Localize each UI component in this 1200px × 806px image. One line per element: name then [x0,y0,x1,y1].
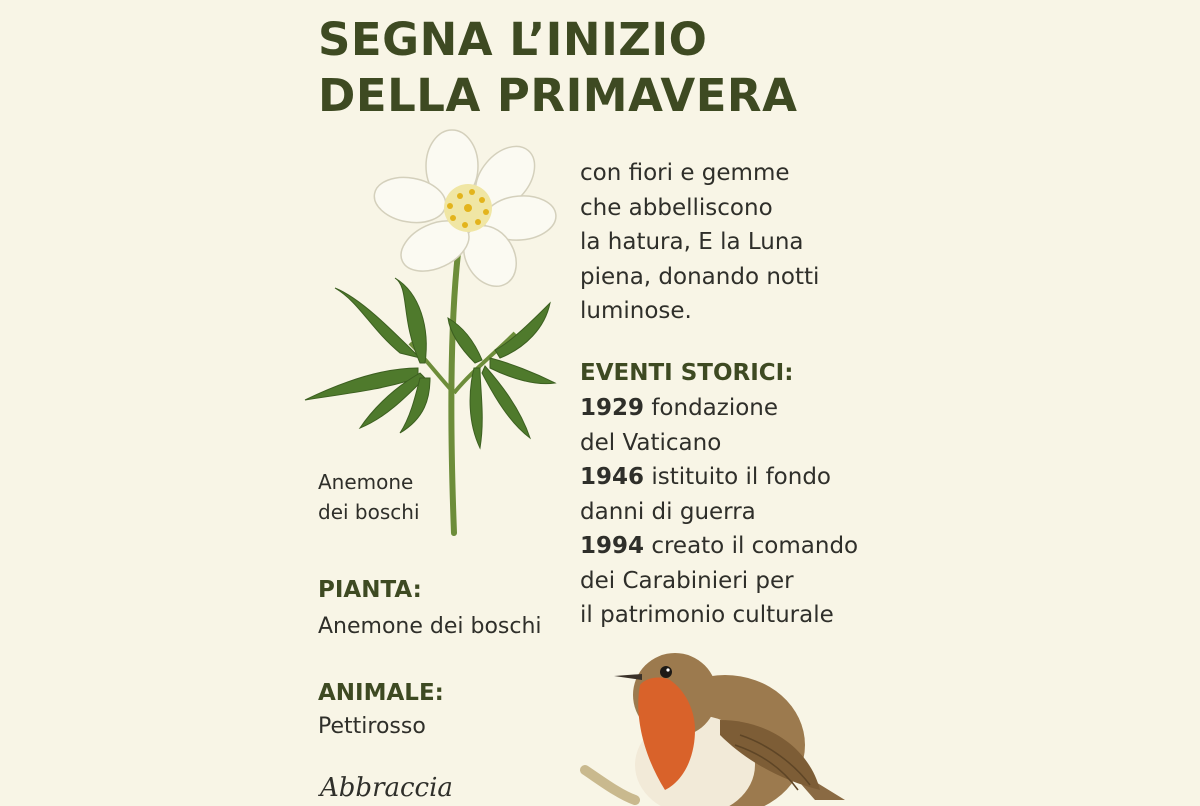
title-line-1: SEGNA L’INIZIO [318,13,708,66]
intro-line: che abbelliscono [580,194,773,221]
robin-icon [580,640,850,800]
footer-script-text: Abbraccia [320,773,453,803]
event-text: fondazione [651,395,779,421]
animal-value: Pettirosso [318,714,426,739]
flower-caption-line: dei boschi [318,500,420,524]
event-text: dei Carabinieri per [580,567,794,594]
intro-line: luminose. [580,298,692,324]
title-line-2: DELLA PRIMAVERA [318,69,798,122]
events-heading: EVENTI STORICI: [580,360,794,386]
event-item [580,529,900,633]
intro-line: piena, donando notti [580,263,820,290]
event-year: 1929 [580,395,645,421]
events-list [580,391,900,633]
intro-line: con fiori e gemme [580,160,790,186]
intro-line: la hatura, E la Luna [580,229,804,255]
intro-paragraph [580,156,880,329]
event-text: il patrimonio culturale [580,602,834,628]
plant-label: PIANTA: [318,577,422,603]
event-text: danni di guerra [580,498,756,525]
event-item [580,460,900,529]
event-text: creato il comando [651,533,859,559]
event-text: del Vaticano [580,429,722,456]
flower-caption [318,467,420,527]
plant-value: Anemone dei boschi [318,614,542,639]
flower-caption-line: Anemone [318,470,414,494]
event-year: 1946 [580,464,645,490]
event-year: 1994 [580,533,645,559]
page-title [318,12,797,124]
event-text: istituito il fondo [651,464,832,490]
animal-label: ANIMALE: [318,680,444,706]
event-item [580,391,900,460]
